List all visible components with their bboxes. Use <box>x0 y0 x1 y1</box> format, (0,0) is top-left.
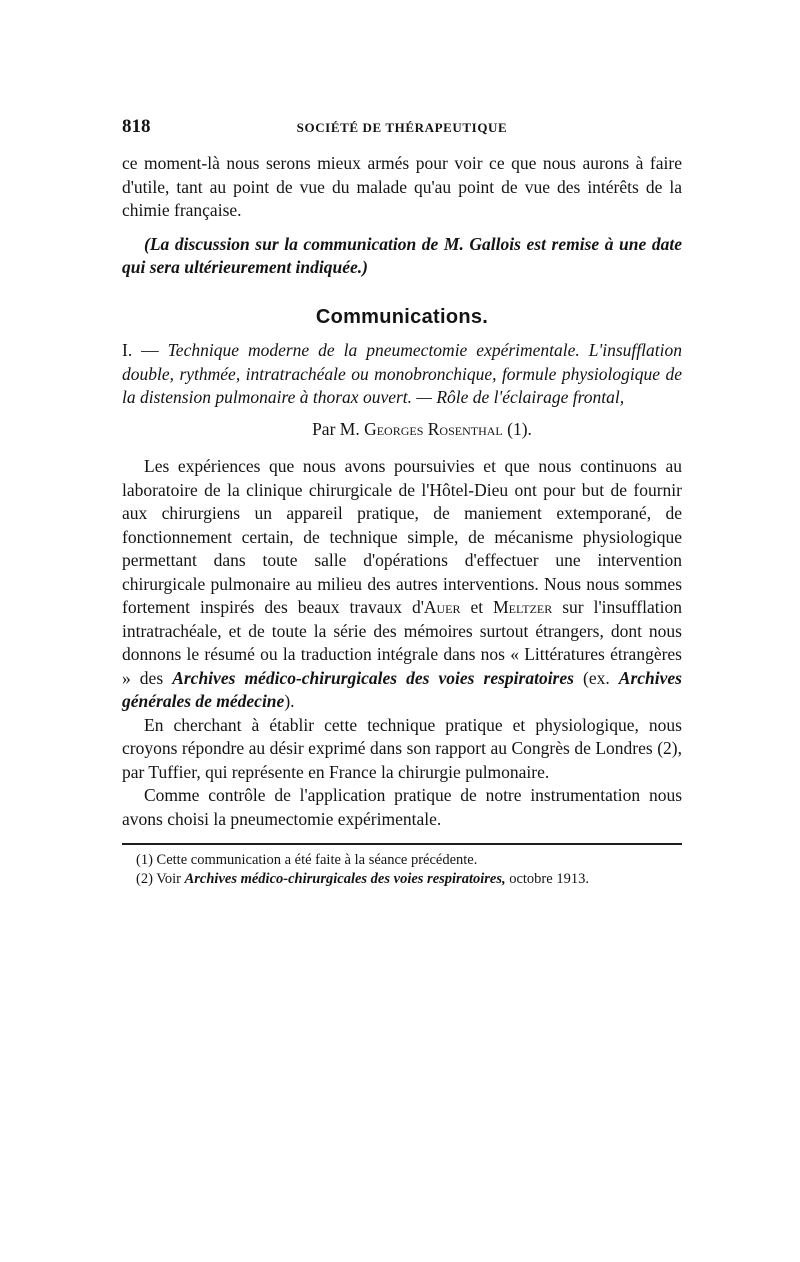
paragraph-1-ex: (ex. <box>573 667 619 688</box>
section-title: Communications. <box>315 305 489 328</box>
author-byline <box>122 418 682 442</box>
page-content <box>122 152 682 889</box>
footnote-1: (1) Cette communication a été faite à la séance précédente. <box>136 852 478 868</box>
author-name: Georges Rosenthal <box>364 418 503 439</box>
author-auer: Auer <box>423 597 461 617</box>
paragraph-1-text-b: sur l'insufflation intratrachéale, et de toute la série des mémoires surtout étrangers, dont nous donnons le résumé ou la traduction intégrale dans nos « Littératures étrangères » des <box>122 597 682 688</box>
footnote-2 <box>122 870 682 889</box>
paragraph-3: Comme contrôle de l'application pratique de notre instrumentation nous avons choisi la pneumectomie expérimentale. <box>122 785 682 829</box>
author-meltzer: Meltzer <box>493 597 553 617</box>
paragraph-1 <box>122 455 682 714</box>
communication-heading <box>122 339 682 410</box>
paragraph-2: En cherchant à établir cette technique pratique et physiologique, nous croyons répondre au désir exprimé dans son rapport au Congrès de Londres (2), par Tuffier, qui représente en France la chirurgie pulmonaire. <box>122 714 682 782</box>
journal-archives: Archives médico-chirurgicales des voies respiratoires <box>172 667 574 688</box>
footnote-2-journal: Archives médico-chirurgicales des voies respiratoires, <box>184 871 506 887</box>
byline-footnote-ref: (1). <box>507 418 532 439</box>
footnote-2-text-a: (2) Voir <box>136 871 185 887</box>
paragraph-1-text-a: Les expériences que nous avons poursuivies et que nous continuons au laboratoire de la clinique chirurgicale de l'Hôtel-Dieu ont pour but de fournir aux chirurgiens un appareil pratique, de maniement extemporané, de fonctionnement certain, de technique simple, de mécanisme physiologique permettant dans toute salle d'opérations d'effectuer une intervention chirurgicale pulmonaire au milieu des autres interventions. Nous nous sommes fortement inspirés des beaux travaux d' <box>122 456 682 617</box>
byline-prefix: Par M. <box>312 418 360 439</box>
footnote-2-text-b: octobre 1913. <box>505 871 589 887</box>
footnote-divider <box>122 843 682 845</box>
page-number: 818 <box>122 116 151 137</box>
discussion-note: (La discussion sur la communication de M. Gallois est remise à une date qui sera ultérieurement indiquée.) <box>122 233 682 277</box>
paragraph-1-and: et <box>460 597 494 617</box>
page-header <box>122 116 682 140</box>
journal-archives-generales: Archives générales de médecine <box>122 667 682 711</box>
communication-title: Technique moderne de la pneumectomie expérimentale. L'insufflation double, rythmée, intratrachéale ou monobronchique, formule physiologique de la distension pulmonaire à thorax ouvert. — Rôle de l'éclairage frontal, <box>122 340 682 407</box>
continuation-paragraph: ce moment-là nous serons mieux armés pour voir ce que nous aurons à faire d'utile, tant au point de vue du malade qu'au point de vue des intérêts de la chimie française. <box>122 153 682 220</box>
communication-number: I. — <box>122 340 159 360</box>
footnotes <box>122 851 682 889</box>
running-head: SOCIÉTÉ DE THÉRAPEUTIQUE <box>296 120 508 135</box>
paragraph-1-end: ). <box>284 691 295 711</box>
